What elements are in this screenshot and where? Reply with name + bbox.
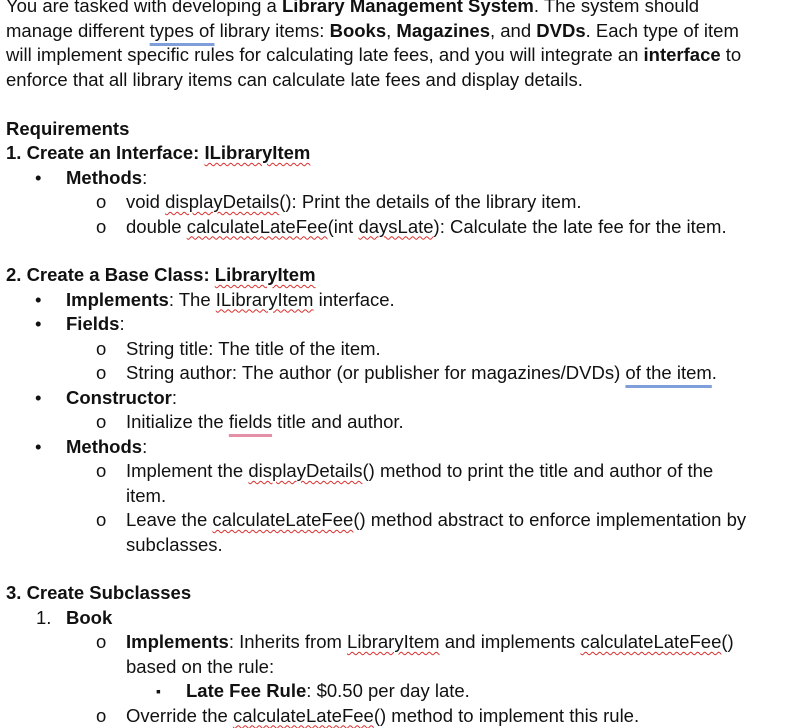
intro-line-1 — [6, 0, 699, 18]
implements-label: Implements — [126, 631, 229, 652]
bullet-circle-icon: o — [96, 631, 107, 652]
override-text: Override the — [126, 704, 233, 726]
flagged-text[interactable]: fields — [228, 411, 273, 432]
bullet-circle-icon: o — [96, 362, 107, 383]
interface-keyword: interface — [643, 44, 721, 65]
grammar-flagged-text[interactable]: of the item — [625, 362, 712, 383]
intro-line-2 — [6, 19, 739, 43]
bullet-circle-icon: o — [96, 215, 107, 237]
bullet-disc-icon: • — [35, 288, 42, 310]
method-text: item. — [126, 484, 167, 506]
bullet-disc-icon: • — [35, 386, 42, 408]
intro-line-4 — [6, 68, 583, 92]
intro-text: . Each type of item — [585, 19, 739, 41]
intro-text: . The system should — [533, 0, 700, 16]
section-3-heading — [6, 581, 191, 605]
method-text: ): Calculate the late fee for the item. — [433, 215, 727, 237]
spelling-flagged-text[interactable]: calculateLateFee — [580, 631, 722, 652]
section-1-heading — [6, 141, 310, 165]
item-text: and implements — [439, 631, 581, 652]
spelling-flagged-text[interactable]: ILibraryItem — [204, 142, 311, 163]
heading-text: 2. Create a Base Class: — [6, 264, 215, 285]
bullet-disc-icon: • — [35, 435, 42, 457]
requirements-heading — [6, 117, 129, 141]
spelling-flagged-text[interactable]: daysLate — [358, 215, 434, 237]
colon: : — [119, 313, 125, 334]
spelling-flagged-text[interactable]: calculateLateFee — [232, 704, 374, 726]
item-text: based on the rule: — [126, 655, 275, 677]
constructor-text: Initialize the — [126, 411, 229, 432]
bullet-circle-icon: o — [96, 460, 107, 481]
constructor-label: Constructor — [66, 386, 172, 408]
heading-text: 3. Create Subclasses — [6, 582, 192, 603]
s3-book-implements-cont — [126, 655, 274, 679]
bullet-circle-icon: o — [96, 337, 107, 359]
constructor-text: title and author. — [272, 411, 404, 432]
intro-text: You are tasked with developing a — [6, 0, 282, 16]
requirements-heading-text: Requirements — [6, 117, 130, 139]
heading-text: 1. Create an Interface: — [6, 142, 205, 163]
item-text: interface. — [313, 288, 395, 310]
spelling-flagged-text[interactable]: displayDetails — [248, 460, 363, 481]
intro-text: manage different — [6, 19, 150, 41]
bullet-circle-icon: o — [96, 704, 107, 726]
spelling-flagged-text[interactable]: displayDetails — [165, 191, 280, 212]
system-name: Library Management System — [281, 0, 534, 16]
method-text: double — [126, 215, 187, 237]
intro-text: enforce that all library items can calculate late fees and display details. — [6, 68, 583, 90]
spelling-flagged-text[interactable]: calculateLateFee — [186, 215, 328, 237]
item-text: : The — [168, 288, 216, 310]
spelling-flagged-text[interactable]: ILibraryItem — [215, 288, 314, 310]
intro-text: to — [720, 44, 742, 65]
intro-text: library items: — [214, 19, 330, 41]
bullet-disc-icon: • — [35, 166, 42, 188]
s2-method-2-cont — [126, 533, 223, 557]
field-text: String author: The author (or publisher for magazines/DVDs) — [126, 362, 626, 383]
fields-label: Fields — [66, 313, 120, 334]
bullet-disc-icon: • — [35, 313, 42, 334]
method-text: () method to print the title and author of the — [362, 460, 714, 481]
s2-method-1-cont — [126, 484, 166, 508]
intro-text: , and — [489, 19, 537, 41]
method-text: (int — [327, 215, 359, 237]
method-text: () method abstract to enforce implementation by — [353, 509, 747, 530]
item-text: : Inherits from — [228, 631, 348, 652]
method-text: Leave the — [126, 509, 213, 530]
section-2-heading — [6, 263, 316, 287]
intro-text: will implement specific rules for calculating late fees, and you will integrate an — [6, 44, 644, 65]
intro-line-3 — [6, 43, 741, 67]
field-text: String title: The title of the item. — [126, 337, 381, 359]
methods-label: Methods — [66, 166, 143, 188]
item-text: () — [721, 631, 734, 652]
method-text: void — [126, 191, 166, 212]
book-label: Book — [66, 606, 113, 628]
list-number: 1. — [36, 606, 52, 628]
bullet-circle-icon: o — [96, 411, 107, 432]
rule-label: Late Fee Rule — [186, 680, 307, 701]
intro-text: , — [386, 19, 397, 41]
methods-label: Methods — [66, 435, 143, 457]
method-text: (): Print the details of the library item. — [279, 191, 582, 212]
spelling-flagged-text[interactable]: LibraryItem — [214, 264, 316, 285]
item-dvds: DVDs — [536, 19, 586, 41]
colon: : — [142, 166, 148, 188]
bullet-square-icon: ▪ — [156, 683, 161, 699]
method-text: subclasses. — [126, 533, 223, 555]
colon: : — [171, 386, 178, 408]
field-text: . — [711, 362, 717, 383]
grammar-flagged-text[interactable]: types of — [149, 19, 215, 41]
override-text: () method to implement this rule. — [373, 704, 640, 726]
implements-label: Implements — [66, 288, 169, 310]
rule-text: : $0.50 per day late. — [306, 680, 470, 701]
spelling-flagged-text[interactable]: LibraryItem — [347, 631, 440, 652]
bullet-circle-icon: o — [96, 509, 107, 530]
item-books: Books — [329, 19, 387, 41]
spelling-flagged-text[interactable]: calculateLateFee — [212, 509, 354, 530]
colon: : — [142, 435, 148, 457]
item-magazines: Magazines — [396, 19, 490, 41]
bullet-circle-icon: o — [96, 191, 107, 212]
method-text: Implement the — [126, 460, 249, 481]
